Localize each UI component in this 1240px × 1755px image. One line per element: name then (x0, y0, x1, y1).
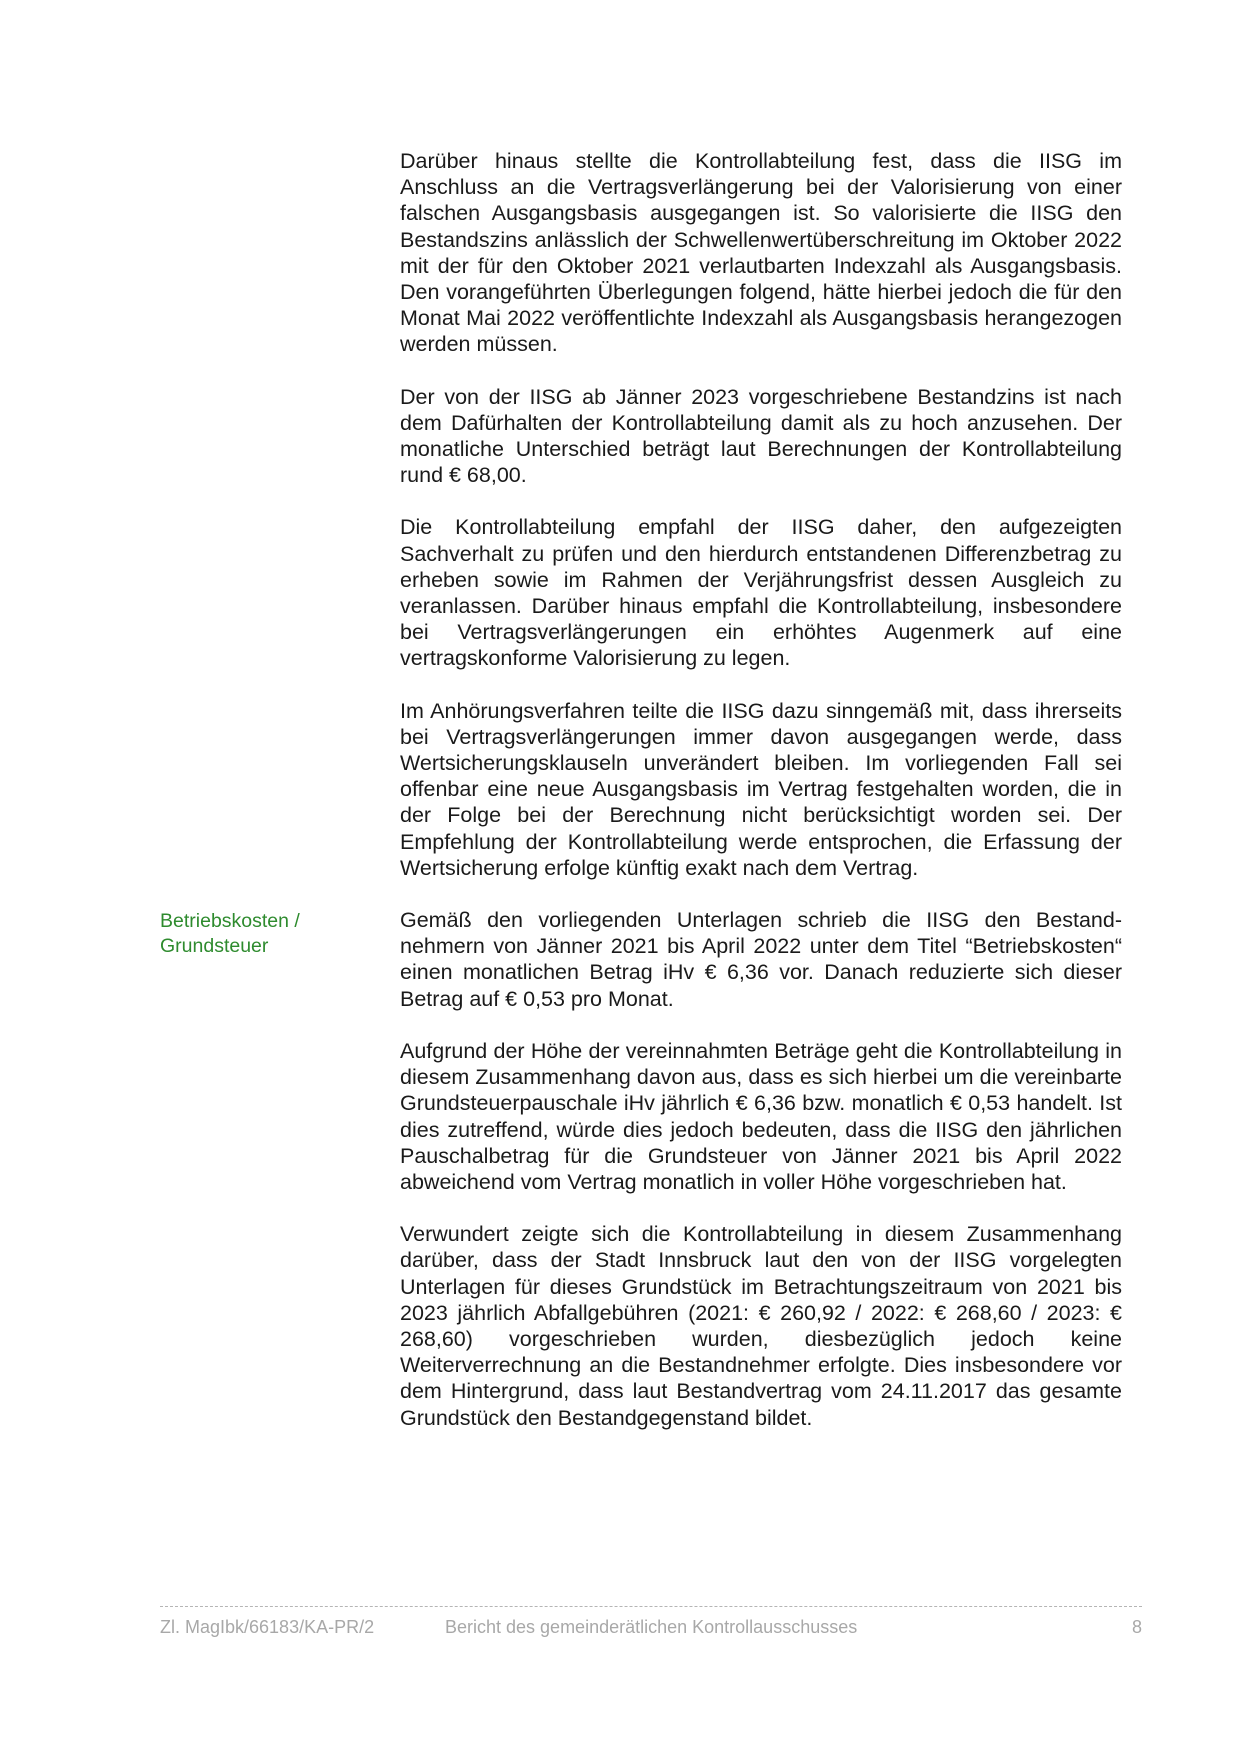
margin-heading-line-2: Grundsteuer (160, 935, 269, 958)
page-number: 8 (1131, 1617, 1142, 1637)
footer-title: Bericht des gemeinderätlichen Kontrollausschusses (445, 1617, 858, 1637)
paragraph-valorisation-basis: Darüber hinaus stellte die Kontrollabteilung fest, dass die IISG im Anschluss an die Vertragsverlängerung bei der Valorisierung von einer falschen Ausgangsbasis ausgegangen ist. So valorisierte die IISG den Bestandszins anlässlich der Schwellenwertüberschreitung im Oktober 2022 mit der für den Oktober 2021 verlautbarten Indexzahl als Ausgangsbasis. Den vorangeführten Überlegungen folgend, hätte hierbei jedoch die für den Monat Mai 2022 veröffentlichte Indexzahl als Ausgangsbasis herangezogen werden müssen. (400, 149, 1122, 357)
report-body (160, 148, 1122, 1457)
paragraph-waste-fees: Verwundert zeigte sich die Kontrollabteilung in diesem Zusammenhang darüber, dass der Stadt Innsbruck laut den von der IISG vorgelegten Unterlagen für dieses Grundstück im Betrachtungszeitraum von 2021 bis 2023 jährlich Abfallgebühren (2021: € 260,92 / 2022: € 268,60 / 2023: € 268,60) vorgeschrieben wurden, diesbezüglich jedoch keine Weiterverrechnung an die Bestandnehmer erfolgte. Dies insbesondere vor dem Hintergrund, dass laut Bestandvertrag vom 24.11.2017 das gesamte Grundstück den Bestandgegenstand bildet. (400, 1222, 1122, 1430)
paragraph-property-tax: Aufgrund der Höhe der vereinnahmten Beträge geht die Kontrollabteilung in diesem Zusammenhang davon aus, dass es sich hierbei um die vereinbarte Grundsteuerpauschale iHv jährlich € 6,36 bzw. monatlich € 0,53 handelt. Ist dies zutreffend, würde dies jedoch bedeuten, dass die IISG den jährlichen Pauschalbetrag für die Grundsteuer von Jänner 2021 bis April 2022 abweichend vom Vertrag monatlich in voller Höhe vorgeschrieben hat. (400, 1038, 1122, 1194)
paragraph-operating-costs: Gemäß den vorliegenden Unterlagen schrieb die IISG den Bestandnehmern von Jänner 2021 bis April 2022 unter dem Titel “Betriebskosten“ einen monatlichen Betrag iHv € 6,36 vor. Danach reduzierte sich dieser Betrag auf € 0,53 pro Monat. (400, 908, 1122, 1011)
paragraph-hearing-response: Im Anhörungsverfahren teilte die IISG dazu sinngemäß mit, dass ihrerseits bei Vertragsverlängerungen immer davon ausgegangen werde, dass Wertsicherungsklauseln unverändert bleiben. Im vorliegenden Fall sei offenbar eine neue Ausgangsbasis im Vertrag festgehalten worden, die in der Folge bei der Berechnung nicht berücksichtigt worden sei. Der Empfehlung der Kontrollabteilung werde entsprochen, die Erfassung der Wertsicherung erfolge künftig exakt nach dem Vertrag. (400, 698, 1122, 880)
paragraph-rent-too-high: Der von der IISG ab Jänner 2023 vorgeschriebene Bestandzins ist nach dem Dafürhalten der Kontrollabteilung damit als zu hoch anzusehen. Der monatliche Unterschied beträgt laut Berechnungen der Kontrollabteilung rund € 68,00. (400, 384, 1122, 488)
footer-divider (160, 1606, 1142, 1607)
footer-reference: Zl. MagIbk/66183/KA-PR/2 (160, 1617, 375, 1637)
section-operating-costs (160, 907, 1122, 1431)
margin-heading (160, 909, 360, 959)
paragraph-recommendation: Die Kontrollabteilung empfahl der IISG daher, den aufgezeigten Sachverhalt zu prüfen und den hierdurch entstandenen Differenzbetrag zu erheben sowie im Rahmen der Verjährungsfrist dessen Ausgleich zu veranlassen. Darüber hinaus empfahl die Kontrollabteilung, insbesondere bei Vertragsverlängerungen ein erhöhtes Augenmerk auf eine vertragskonforme Valorisierung zu legen. (400, 515, 1122, 671)
margin-heading-line-1: Betriebskosten / (160, 910, 300, 933)
